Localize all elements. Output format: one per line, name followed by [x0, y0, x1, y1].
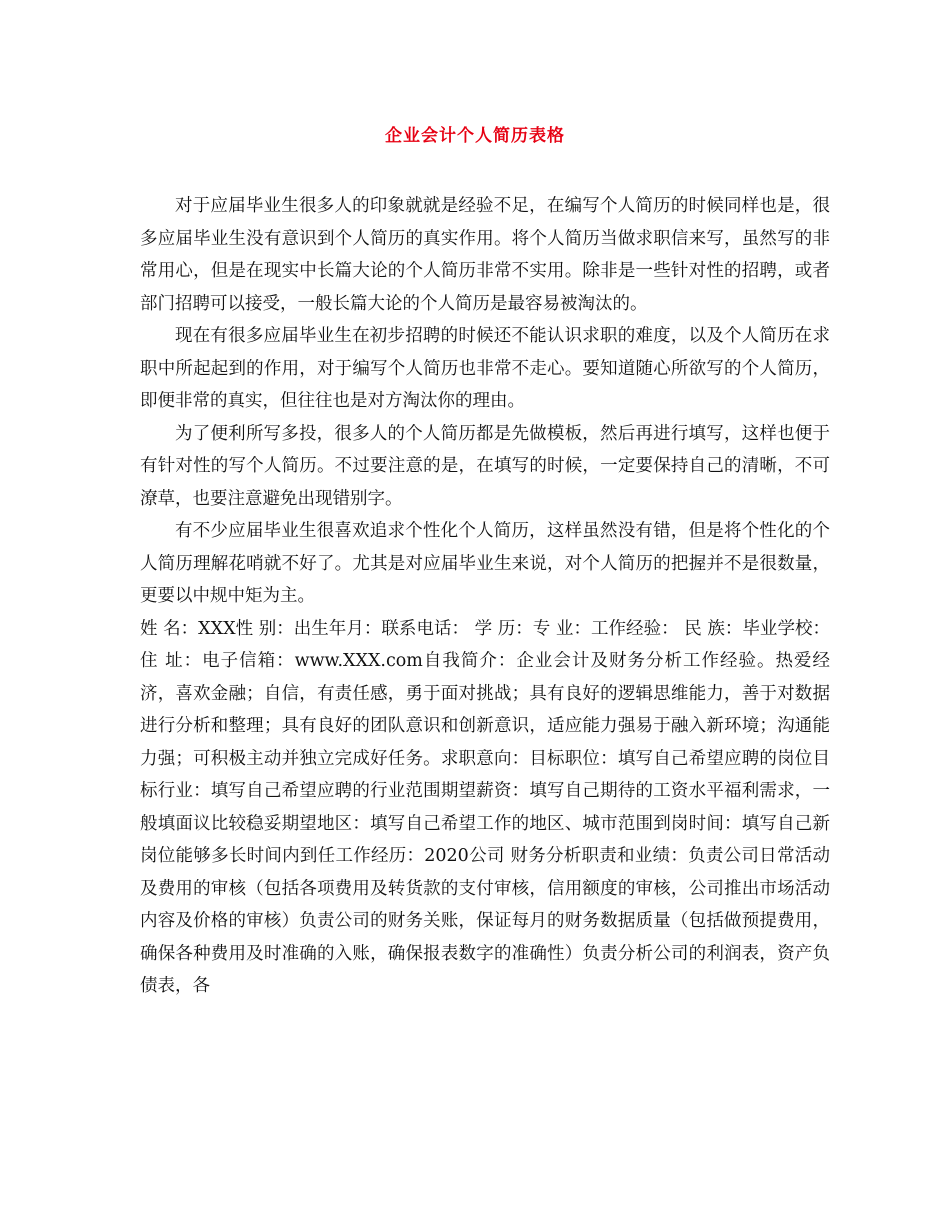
resume-template-block: 姓 名：XXX性 别：出生年月：联系电话： 学 历：专 业：工作经验： 民 族：毕业学校：住 址：电子信箱：www.XXX.com自我简介：企业会计及财务分析工作经验。热爱经济，喜欢金融；自信，有责任感，勇于面对挑战；具有良好的逻辑思维能力，善于对数据进行分析和整理；具有良好的团队意识和创新意识，适应能力强易于融入新环境；沟通能力强；可积极主动并独立完成好任务。求职意向：目标职位：填写自己希望应聘的岗位目标行业：填写自己希望应聘的行业范围期望薪资：填写自己期待的工资水平福利需求，一般填面议比较稳妥期望地区：填写自己希望工作的地区、城市范围到岗时间：填写自己新岗位能够多长时间内到任工作经历：2020公司 财务分析职责和业绩：负责公司日常活动及费用的审核（包括各项费用及转货款的支付审核，信用额度的审核，公司推出市场活动内容及价格的审核）负责公司的财务关账，保证每月的财务数据质量（包括做预提费用，确保各种费用及时准确的入账，确保报表数字的准确性）负责分析公司的利润表，资产负债表，各 — [140, 618, 830, 996]
paragraph-3: 为了便利所写多投，很多人的个人简历都是先做模板，然后再进行填写，这样也便于有针对性的写个人简历。不过要注意的是，在填写的时候，一定要保持自己的清晰，不可潦草，也要注意避免出现错别字。 — [140, 423, 830, 509]
paragraph-2: 现在有很多应届毕业生在初步招聘的时候还不能认识求职的难度，以及个人简历在求职中所起起到的作用，对于编写个人简历也非常不走心。要知道随心所欲写的个人简历，即便非常的真实，但往往也是对方淘汰你的理由。 — [140, 326, 830, 411]
paragraph-4: 有不少应届毕业生很喜欢追求个性化个人简历，这样虽然没有错，但是将个性化的个人简历理解花哨就不好了。尤其是对应届毕业生来说，对个人简历的把握并不是很数量，更要以中规中矩为主。 — [140, 521, 830, 606]
document-body — [140, 190, 830, 1003]
paragraph-1: 对于应届毕业生很多人的印象就就是经验不足，在编写个人简历的时候同样也是，很多应届毕业生没有意识到个人简历的真实作用。将个人简历当做求职信来写，虽然写的非常用心，但是在现实中长篇大论的个人简历非常不实用。除非是一些针对性的招聘，或者部门招聘可以接受，一般长篇大论的个人简历是最容易被淘汰的。 — [140, 196, 830, 314]
document-title: 企业会计个人简历表格 — [385, 126, 565, 146]
